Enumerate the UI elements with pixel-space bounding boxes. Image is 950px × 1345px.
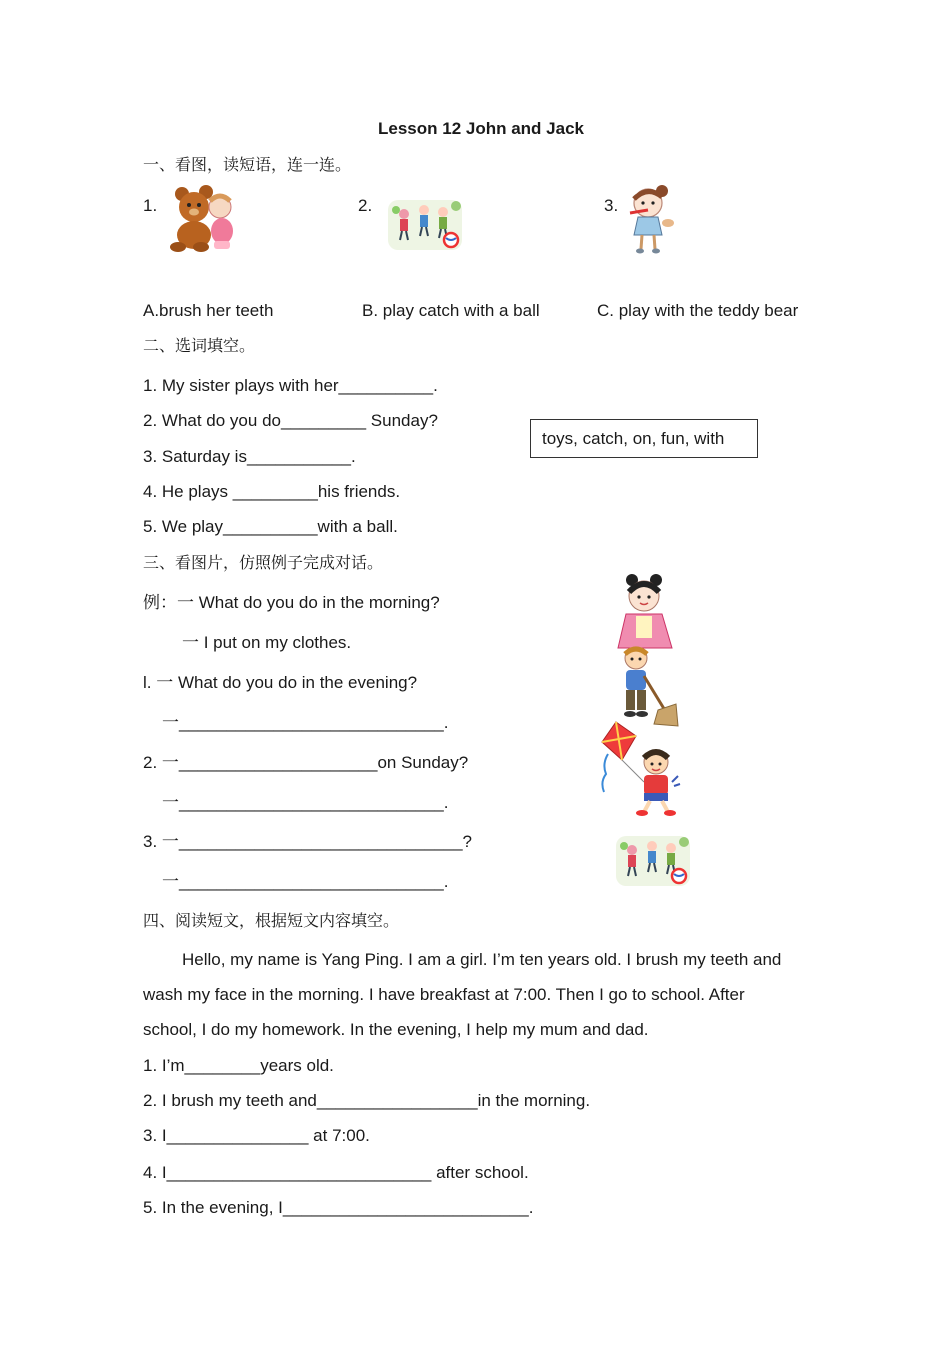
question-4: 4. I____________________________ after school. bbox=[143, 1163, 529, 1182]
teddy-bear-picture bbox=[168, 183, 238, 253]
option-a: A.brush her teeth bbox=[143, 301, 274, 320]
passage-line-3: school, I do my homework. In the evening, I help my mum and dad. bbox=[143, 1020, 649, 1039]
question-1: 1. I’m________years old. bbox=[143, 1056, 334, 1075]
brush-teeth-picture bbox=[624, 183, 676, 255]
fill-item-3: 3. Saturday is___________. bbox=[143, 447, 356, 466]
reading-passage bbox=[143, 942, 823, 1047]
kite-picture bbox=[596, 720, 682, 818]
option-c: C. play with the teddy bear bbox=[597, 301, 799, 320]
section3-heading: 三、看图片，仿照例子完成对话。 bbox=[143, 553, 384, 572]
section1-heading: 一、看图，读短语，连一连。 bbox=[143, 155, 352, 174]
dialog-1-answer: 一____________________________. bbox=[162, 713, 449, 732]
picture-number-3: 3. bbox=[604, 196, 619, 215]
question-3: 3. I_______________ at 7:00. bbox=[143, 1126, 370, 1145]
question-5: 5. In the evening, I__________________________. bbox=[143, 1198, 534, 1217]
picture-number-1: 1. bbox=[143, 196, 158, 215]
passage-line-2: wash my face in the morning. I have breakfast at 7:00. Then I go to school. After bbox=[143, 985, 745, 1004]
girl-dressing-picture bbox=[612, 572, 682, 650]
passage-line-1: Hello, my name is Yang Ping. I am a girl. I’m ten years old. I brush my teeth and bbox=[182, 950, 782, 969]
play-catch-picture-small bbox=[614, 832, 692, 888]
fill-item-2: 2. What do you do_________ Sunday? bbox=[143, 411, 438, 430]
play-catch-picture bbox=[386, 196, 464, 252]
picture-number-2: 2. bbox=[358, 196, 373, 215]
section4-heading: 四、阅读短文，根据短文内容填空。 bbox=[143, 911, 400, 930]
example-question: 例：一 What do you do in the morning? bbox=[143, 593, 440, 612]
dialog-2-question: 2. 一_____________________on Sunday? bbox=[143, 753, 469, 772]
page-title: Lesson 12 John and Jack bbox=[378, 119, 584, 138]
section2-heading: 二、选词填空。 bbox=[143, 336, 256, 355]
fill-item-1: 1. My sister plays with her__________. bbox=[143, 376, 438, 395]
question-2: 2. I brush my teeth and_________________in the morning. bbox=[143, 1091, 591, 1110]
option-b: B. play catch with a ball bbox=[362, 301, 540, 320]
dialog-3-answer: 一____________________________. bbox=[162, 872, 449, 891]
dialog-2-answer: 一____________________________. bbox=[162, 793, 449, 812]
boy-sweeping-picture bbox=[614, 644, 680, 728]
example-answer: 一 I put on my clothes. bbox=[182, 633, 352, 652]
word-bank-box: toys, catch, on, fun, with bbox=[530, 419, 758, 458]
dialog-1-question: l. 一 What do you do in the evening? bbox=[143, 673, 418, 692]
fill-item-4: 4. He plays _________his friends. bbox=[143, 482, 401, 501]
dialog-3-question: 3. 一______________________________? bbox=[143, 832, 472, 851]
fill-item-5: 5. We play__________with a ball. bbox=[143, 517, 398, 536]
